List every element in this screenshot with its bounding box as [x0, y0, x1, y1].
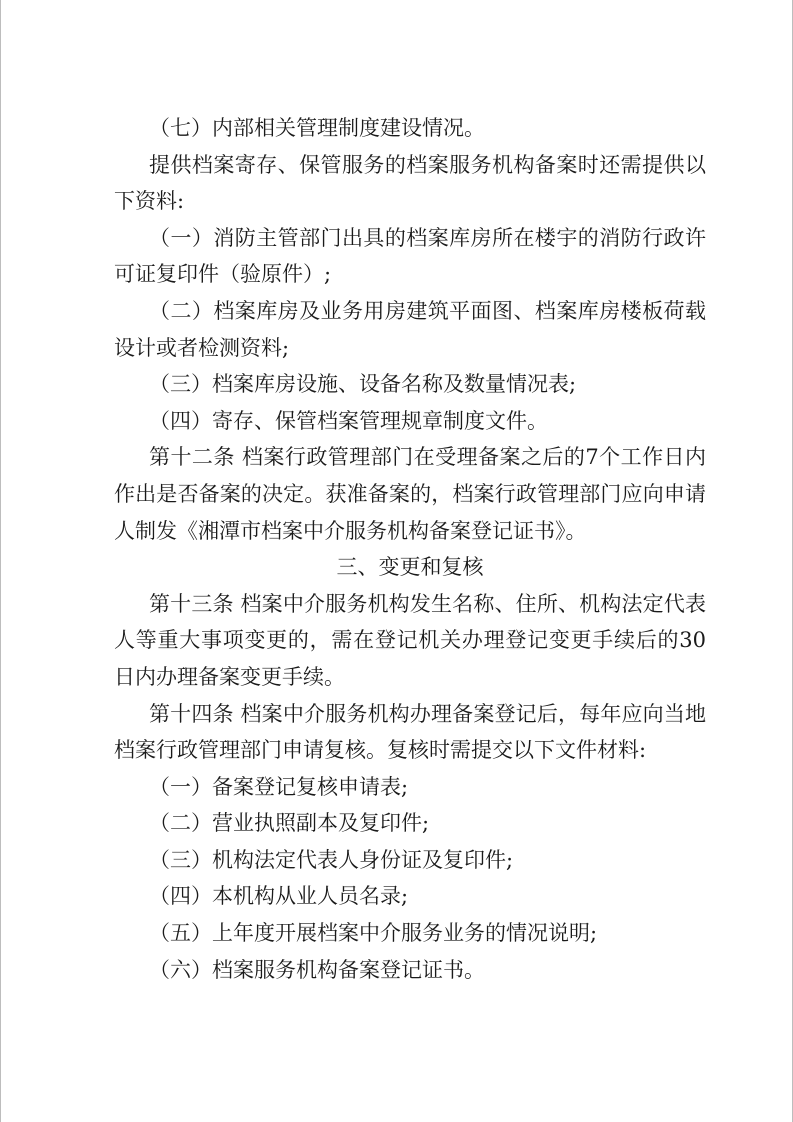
document-body — [114, 110, 706, 988]
requirement-item-2: （二）档案库房及业务用房建筑平面图、档案库房楼板荷载设计或者检测资料; — [114, 298, 706, 360]
review-item-1: （一）备案登记复核申请表; — [149, 774, 409, 799]
article-12: 第十二条 档案行政管理部门在受理备案之后的7个工作日内作出是否备案的决定。获准备案的，档案行政管理部门应向申请人制发《湘潭市档案中介服务机构备案登记证书》。 — [114, 445, 706, 543]
article-13: 第十三条 档案中介服务机构发生名称、住所、机构法定代表人等重大事项变更的，需在登记机关办理登记变更手续后的30日内办理备案变更手续。 — [114, 591, 706, 689]
review-item-6: （六）档案服务机构备案登记证书。 — [149, 957, 485, 982]
review-item-3: （三）机构法定代表人身份证及复印件; — [149, 847, 514, 872]
article-14: 第十四条 档案中介服务机构办理备案登记后，每年应向当地档案行政管理部门申请复核。复核时需提交以下文件材料: — [114, 701, 706, 763]
clause-item-7: （七）内部相关管理制度建设情况。 — [149, 116, 485, 140]
requirements-intro: 提供档案寄存、保管服务的档案服务机构备案时还需提供以下资料: — [114, 152, 706, 214]
requirement-item-1: （一）消防主管部门出具的档案库房所在楼宇的消防行政许可证复印件（验原件）; — [114, 225, 706, 287]
requirement-item-3: （三）档案库房设施、设备名称及数量情况表; — [149, 372, 577, 397]
review-item-4: （四）本机构从业人员名录; — [149, 884, 409, 909]
section-heading: 三、变更和复核 — [336, 555, 484, 580]
review-item-2: （二）营业执照副本及复印件; — [149, 811, 430, 836]
review-item-5: （五）上年度开展档案中介服务业务的情况说明; — [149, 921, 598, 946]
requirement-item-4: （四）寄存、保管档案管理规章制度文件。 — [149, 408, 548, 433]
